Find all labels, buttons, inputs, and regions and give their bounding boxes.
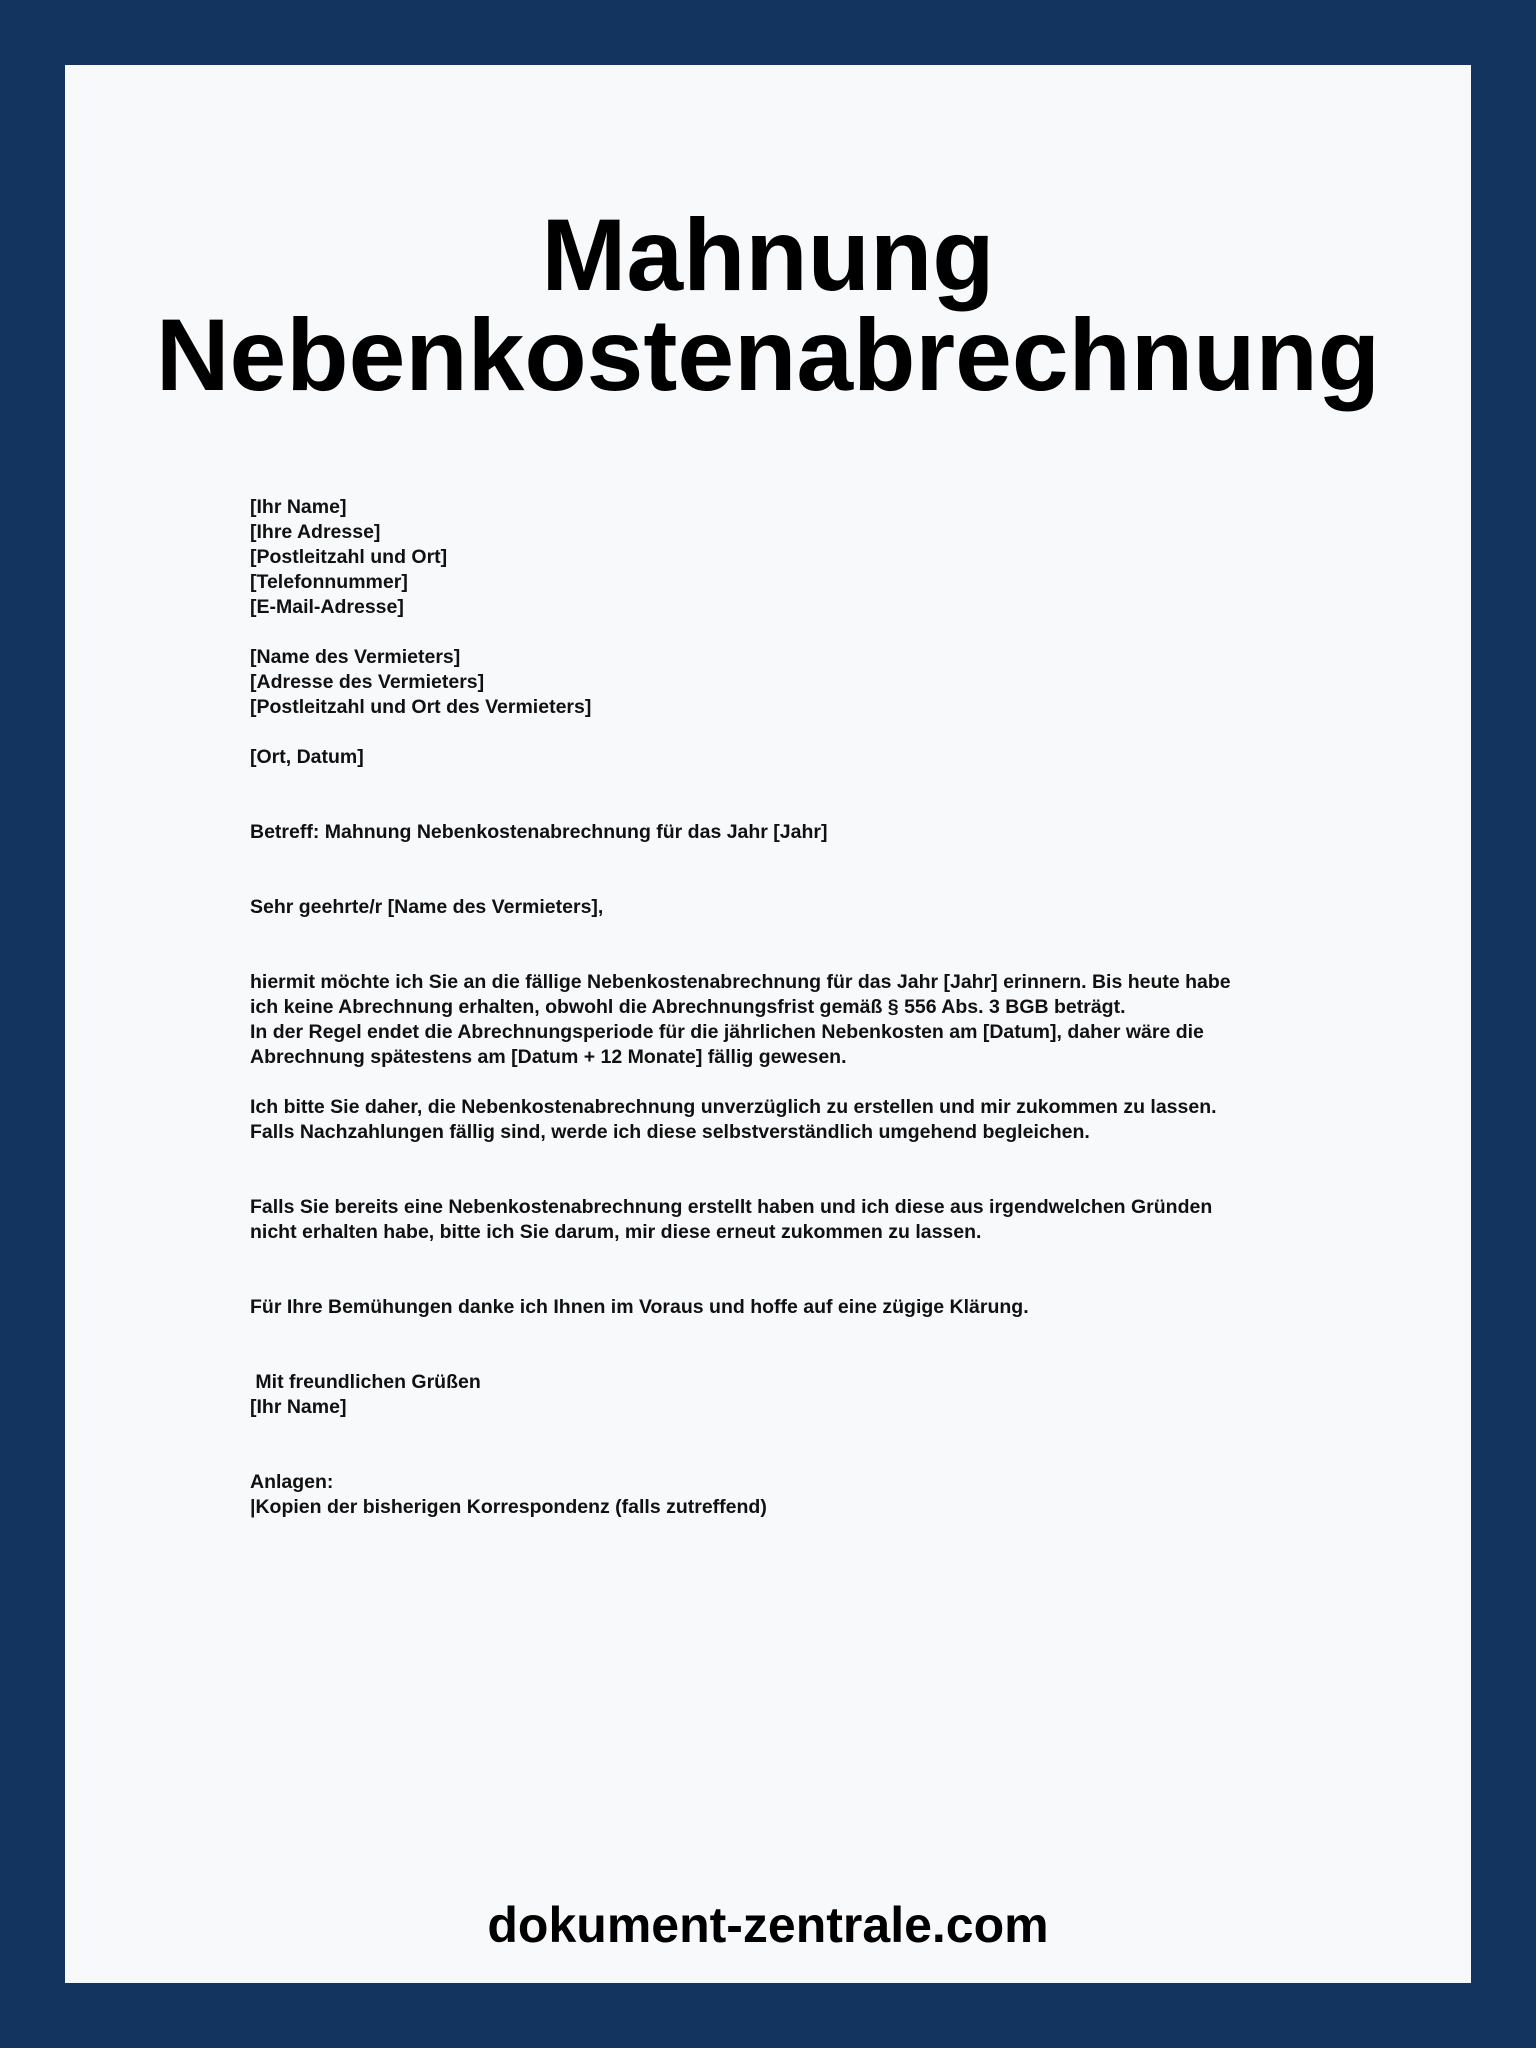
paragraph-line: Für Ihre Bemühungen danke ich Ihnen im Voraus und hoffe auf eine zügige Klärung. — [250, 1296, 1029, 1318]
recipient-name: [Name des Vermieters] — [250, 646, 461, 668]
footer-website: dokument-zentrale.com — [487, 1897, 1049, 1953]
paragraph-line: In der Regel endet die Abrechnungsperiode für die jährlichen Nebenkosten am [Datum], daher wäre die — [250, 1021, 1204, 1043]
spacer — [250, 1145, 1350, 1195]
paragraph-reminder — [250, 970, 1350, 1070]
spacer — [250, 770, 1350, 820]
spacer — [250, 1320, 1350, 1370]
spacer — [250, 845, 1350, 895]
recipient-postal-city: [Postleitzahl und Ort des Vermieters] — [250, 696, 592, 718]
closing-block — [250, 1370, 1350, 1420]
spacer — [250, 620, 1350, 645]
letter-body — [250, 495, 1350, 1520]
paragraph-line: Falls Nachzahlungen fällig sind, werde ich diese selbstverständlich umgehend begleichen. — [250, 1121, 1090, 1143]
paragraph-line: Falls Sie bereits eine Nebenkostenabrechnung erstellt haben und ich diese aus irgendwelchen Gründen — [250, 1196, 1213, 1218]
sender-name: [Ihr Name] — [250, 496, 347, 518]
subject-line: Betreff: Mahnung Nebenkostenabrechnung für das Jahr [Jahr] — [250, 821, 828, 843]
paragraph-resend — [250, 1195, 1350, 1245]
paragraph-line: hiermit möchte ich Sie an die fällige Nebenkostenabrechnung für das Jahr [Jahr] erinnern. Bis heute habe — [250, 971, 1231, 993]
spacer — [250, 1420, 1350, 1470]
closing-signature: [Ihr Name] — [250, 1396, 347, 1418]
paragraph-line: nicht erhalten habe, bitte ich Sie darum, mir diese erneut zukommen zu lassen. — [250, 1221, 982, 1243]
sender-address: [Ihre Adresse] — [250, 521, 381, 543]
document-page — [65, 65, 1471, 1983]
spacer — [250, 1245, 1350, 1295]
recipient-address: [Adresse des Vermieters] — [250, 671, 485, 693]
paragraph-line: Ich bitte Sie daher, die Nebenkostenabrechnung unverzüglich zu erstellen und mir zukommen zu lassen. — [250, 1096, 1217, 1118]
recipient-block — [250, 645, 1350, 720]
attachments-label: Anlagen: — [250, 1471, 334, 1493]
sender-phone: [Telefonnummer] — [250, 571, 408, 593]
spacer — [250, 720, 1350, 745]
attachments-block — [250, 1470, 1350, 1520]
paragraph-request — [250, 1095, 1350, 1145]
title-line-2: Nebenkostenabrechnung — [155, 298, 1381, 412]
spacer — [250, 1070, 1350, 1095]
paragraph-line: ich keine Abrechnung erhalten, obwohl die Abrechnungsfrist gemäß § 556 Abs. 3 BGB beträgt. — [250, 996, 1126, 1018]
paragraph-thanks — [250, 1295, 1350, 1320]
paragraph-line: Abrechnung spätestens am [Datum + 12 Monate] fällig gewesen. — [250, 1046, 847, 1068]
attachment-item: |Kopien der bisherigen Korrespondenz (falls zutreffend) — [250, 1496, 767, 1518]
closing-greeting: Mit freundlichen Grüßen — [250, 1371, 481, 1393]
title-line-1: Mahnung — [541, 198, 995, 312]
sender-postal-city: [Postleitzahl und Ort] — [250, 546, 448, 568]
sender-block — [250, 495, 1350, 620]
salutation: Sehr geehrte/r [Name des Vermieters], — [250, 896, 604, 918]
sender-email: [E-Mail-Adresse] — [250, 596, 404, 618]
spacer — [250, 920, 1350, 970]
place-date: [Ort, Datum] — [250, 746, 364, 768]
document-title — [65, 198, 1471, 412]
